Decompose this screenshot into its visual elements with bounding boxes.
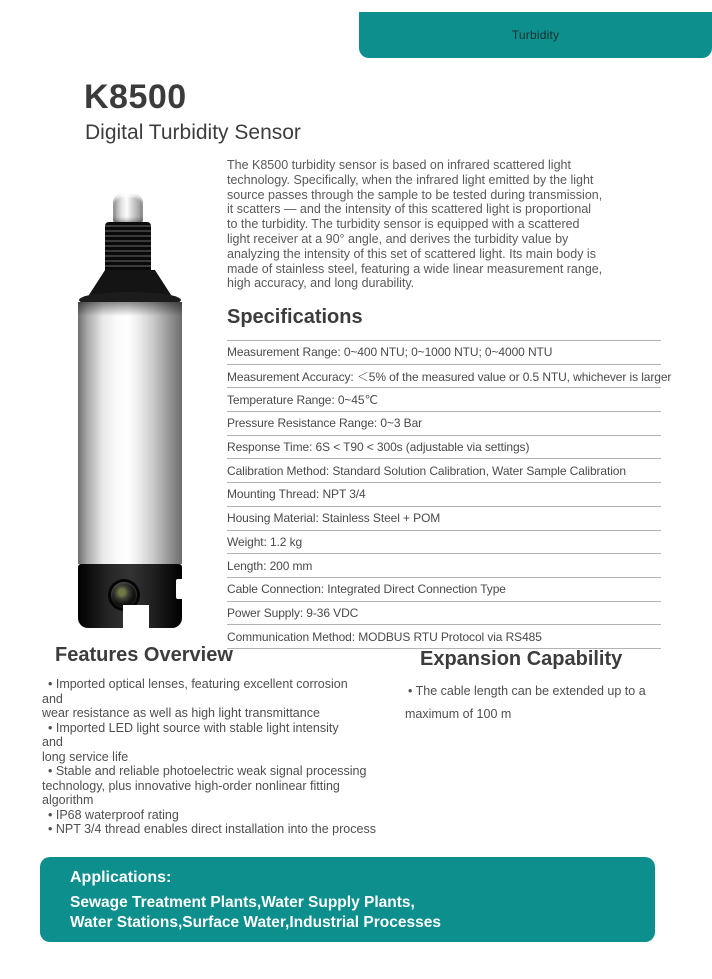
spec-row-length: Length: 200 mm xyxy=(227,554,661,578)
sensor-bottom-cap xyxy=(78,564,182,628)
applications-list xyxy=(70,893,655,932)
product-subtitle: Digital Turbidity Sensor xyxy=(85,121,301,144)
feature-line: and xyxy=(42,735,63,749)
spec-row-communication-method: Communication Method: MODBUS RTU Protocol via RS485 xyxy=(227,625,661,649)
expansion-heading: Expansion Capability xyxy=(420,648,623,670)
features-section xyxy=(42,644,410,837)
description-line: light receiver at a 90° angle, and derives the turbidity value by xyxy=(227,231,569,246)
specifications-table xyxy=(227,340,672,649)
sensor-npt-thread xyxy=(105,222,151,272)
sensor-steel-body xyxy=(78,302,182,564)
feature-line: • IP68 waterproof rating xyxy=(48,807,179,822)
product-title: K8500 xyxy=(84,78,187,116)
sensor-bottom-notch xyxy=(123,605,149,628)
description-line: technology. Specifically, when the infrared light emitted by the light xyxy=(227,172,594,187)
spec-row-temperature-range: Temperature Range: 0~45℃ xyxy=(227,388,661,412)
description-line: The K8500 turbidity sensor is based on infrared scattered light xyxy=(227,158,571,172)
spec-row-mounting-thread: Mounting Thread: NPT 3/4 xyxy=(227,483,661,507)
features-heading: Features Overview xyxy=(55,644,233,666)
expansion-line: • The cable length can be extended up to a xyxy=(408,684,646,698)
product-description xyxy=(227,158,697,291)
description-line: made of stainless steel, featuring a wide linear measurement range, xyxy=(227,261,603,276)
spec-row-housing-material: Housing Material: Stainless Steel + POM xyxy=(227,507,661,531)
expansion-line: maximum of 100 m xyxy=(405,707,512,721)
product-image xyxy=(78,194,182,634)
specifications-heading: Specifications xyxy=(227,306,363,328)
description-line: high accuracy, and long durability. xyxy=(227,276,415,291)
spec-row-power-supply: Power Supply: 9-36 VDC xyxy=(227,602,661,626)
applications-heading: Applications: xyxy=(70,869,172,886)
feature-line: wear resistance as well as high light transmittance xyxy=(42,706,320,720)
feature-line: technology, plus innovative high-order nonlinear fitting xyxy=(42,778,340,793)
sensor-cable-gland xyxy=(113,194,143,224)
feature-line: • Stable and reliable photoelectric weak signal processing xyxy=(48,764,367,778)
applications-banner xyxy=(40,857,655,942)
spec-row-cable-connection: Cable Connection: Integrated Direct Connection Type xyxy=(227,578,661,602)
feature-line: and xyxy=(42,691,63,706)
expansion-section xyxy=(405,648,705,726)
spec-row-measurement-accuracy: Measurement Accuracy: ＜5% of the measured value or 0.5 NTU, whichever is larger xyxy=(227,365,661,389)
category-banner xyxy=(359,12,712,58)
description-line: source passes through the sample to be tested during transmission, xyxy=(227,187,603,202)
spec-row-calibration-method: Calibration Method: Standard Solution Calibration, Water Sample Calibration xyxy=(227,459,661,483)
spec-row-pressure-resistance: Pressure Resistance Range: 0~3 Bar xyxy=(227,412,661,436)
sensor-side-notch xyxy=(176,579,184,599)
spec-row-measurement-range: Measurement Range: 0~400 NTU; 0~1000 NTU; 0~4000 NTU xyxy=(227,341,661,365)
category-banner-label: Turbidity xyxy=(511,28,560,42)
applications-line: Sewage Treatment Plants,Water Supply Plants, xyxy=(70,894,415,911)
feature-line: • Imported LED light source with stable light intensity xyxy=(48,720,339,735)
feature-line: long service life xyxy=(42,749,129,764)
description-line: analyzing the intensity of this set of scattered light. Its main body is xyxy=(227,246,596,261)
spec-row-response-time: Response Time: 6S < T90 < 300s (adjustable via settings) xyxy=(227,436,661,460)
applications-line: Water Stations,Surface Water,Industrial Processes xyxy=(70,913,441,931)
spec-row-weight: Weight: 1.2 kg xyxy=(227,531,661,555)
feature-line: • NPT 3/4 thread enables direct installation into the process xyxy=(48,822,376,836)
description-line: to the turbidity. The turbidity sensor is equipped with a scattered xyxy=(227,217,580,232)
feature-line: • Imported optical lenses, featuring excellent corrosion xyxy=(48,677,348,691)
feature-line: algorithm xyxy=(42,793,94,807)
description-line: it scatters — and the intensity of this scattered light is proportional xyxy=(227,202,592,217)
